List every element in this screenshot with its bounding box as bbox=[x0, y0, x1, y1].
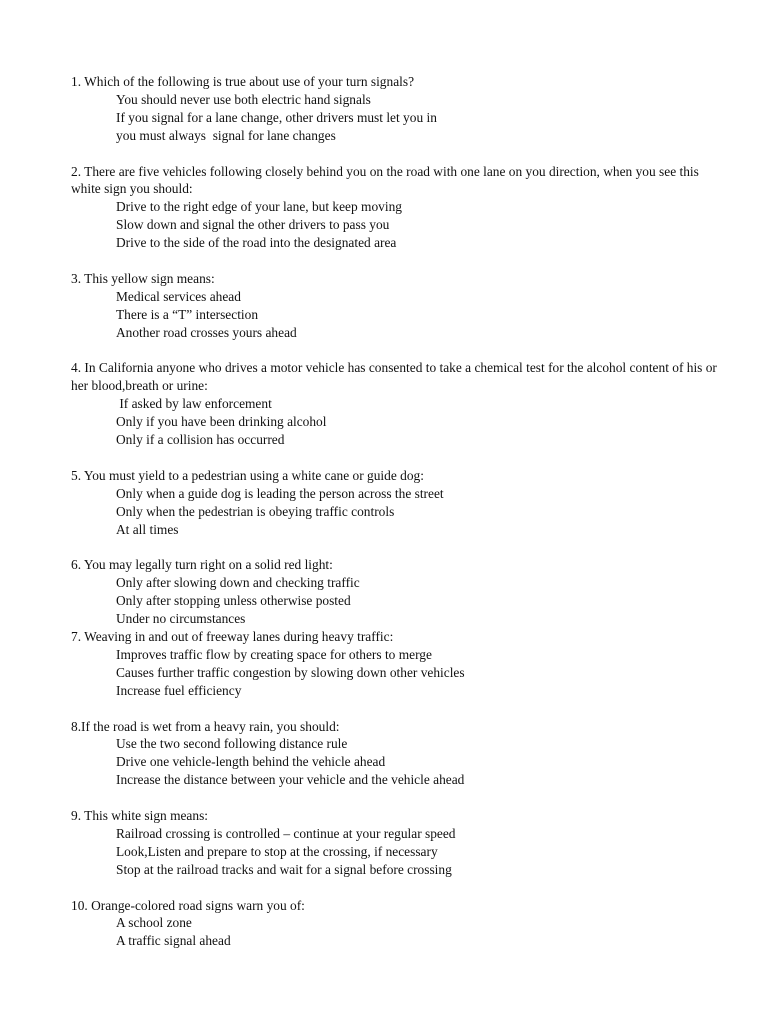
question-1 bbox=[71, 73, 731, 145]
question-text: 9. This white sign means: bbox=[71, 808, 208, 824]
answer-option: Medical services ahead bbox=[116, 288, 241, 304]
answer-option: At all times bbox=[116, 521, 179, 537]
question-9 bbox=[71, 807, 731, 879]
answer-option: you must always signal for lane changes bbox=[116, 127, 336, 143]
question-text: 4. In California anyone who drives a motor vehicle has consented to take a chemical test for the alcohol content of his or her blood,breath or urine: bbox=[71, 360, 717, 394]
answer-option: If you signal for a lane change, other drivers must let you in bbox=[116, 109, 437, 125]
answer-option: Only when a guide dog is leading the person across the street bbox=[116, 485, 444, 501]
answer-option: Increase the distance between your vehicle and the vehicle ahead bbox=[116, 772, 465, 788]
question-text: 2. There are five vehicles following closely behind you on the road with one lane on you direction, when you see this white sign you should: bbox=[71, 163, 699, 197]
spacer bbox=[71, 700, 731, 718]
answer-option: Only when the pedestrian is obeying traffic controls bbox=[116, 503, 395, 519]
spacer bbox=[71, 879, 731, 897]
answer-option: Stop at the railroad tracks and wait for a signal before crossing bbox=[116, 861, 452, 877]
question-text: 3. This yellow sign means: bbox=[71, 270, 215, 286]
answer-option: Use the two second following distance rule bbox=[116, 736, 348, 752]
question-2 bbox=[71, 163, 731, 253]
answer-option: A traffic signal ahead bbox=[116, 933, 231, 949]
question-10 bbox=[71, 897, 731, 951]
question-4 bbox=[71, 359, 731, 449]
spacer bbox=[71, 789, 731, 807]
question-text: 5. You must yield to a pedestrian using a white cane or guide dog: bbox=[71, 467, 424, 483]
spacer bbox=[71, 539, 731, 557]
answer-option: Increase fuel efficiency bbox=[116, 682, 242, 698]
answer-option: Drive to the right edge of your lane, but keep moving bbox=[116, 199, 402, 215]
answer-option: You should never use both electric hand signals bbox=[116, 91, 371, 107]
question-text: 8.If the road is wet from a heavy rain, you should: bbox=[71, 718, 340, 734]
answer-option: Only after stopping unless otherwise posted bbox=[116, 593, 351, 609]
answer-option: Improves traffic flow by creating space for others to merge bbox=[116, 646, 432, 662]
document-page bbox=[71, 73, 731, 950]
question-6 bbox=[71, 556, 731, 628]
question-text: 6. You may legally turn right on a solid red light: bbox=[71, 557, 333, 573]
answer-option: There is a “T” intersection bbox=[116, 306, 259, 322]
answer-option: Look,Listen and prepare to stop at the crossing, if necessary bbox=[116, 843, 438, 859]
answer-option: Drive to the side of the road into the designated area bbox=[116, 235, 397, 251]
question-text: 1. Which of the following is true about use of your turn signals? bbox=[71, 74, 415, 89]
answer-option: Only after slowing down and checking traffic bbox=[116, 575, 360, 591]
answer-option: Causes further traffic congestion by slowing down other vehicles bbox=[116, 664, 465, 680]
spacer bbox=[71, 252, 731, 270]
spacer bbox=[71, 145, 731, 163]
answer-option: If asked by law enforcement bbox=[116, 396, 272, 412]
answer-option: Railroad crossing is controlled – continue at your regular speed bbox=[116, 825, 456, 841]
answer-option: Slow down and signal the other drivers to pass you bbox=[116, 217, 390, 233]
question-3 bbox=[71, 270, 731, 342]
question-7 bbox=[71, 628, 731, 700]
question-text: 7. Weaving in and out of freeway lanes during heavy traffic: bbox=[71, 629, 394, 645]
question-5 bbox=[71, 467, 731, 539]
spacer bbox=[71, 342, 731, 360]
question-text: 10. Orange-colored road signs warn you of: bbox=[71, 897, 305, 913]
question-8 bbox=[71, 718, 731, 790]
answer-option: Under no circumstances bbox=[116, 611, 246, 627]
answer-option: Another road crosses yours ahead bbox=[116, 324, 297, 340]
answer-option: Only if you have been drinking alcohol bbox=[116, 414, 327, 430]
answer-option: Only if a collision has occurred bbox=[116, 432, 285, 448]
answer-option: Drive one vehicle-length behind the vehicle ahead bbox=[116, 754, 386, 770]
spacer bbox=[71, 449, 731, 467]
answer-option: A school zone bbox=[116, 915, 192, 931]
